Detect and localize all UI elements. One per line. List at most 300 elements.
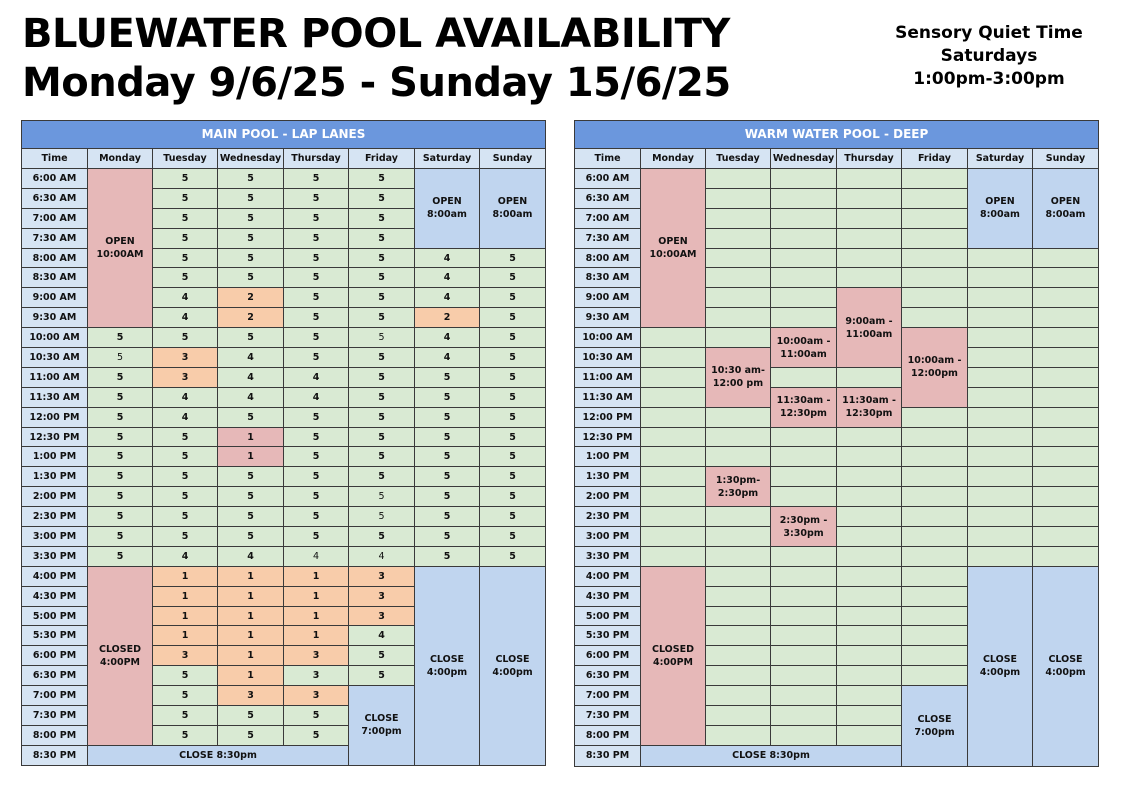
main-cell-sunday: 5 [480,268,546,288]
warm-empty-cell [706,209,771,229]
main-cell-thursday: 4 [284,368,349,388]
main-cell-thursday: 5 [284,447,349,467]
warm-empty-cell [902,288,968,308]
warm-empty-cell [771,547,837,567]
main-cell-tuesday: 5 [153,249,218,269]
warm-empty-cell [706,587,771,607]
main-cell-tuesday: 4 [153,388,218,408]
main-cell-tuesday: 3 [153,348,218,368]
warm-water-pool-table [574,120,1099,767]
main-cell-tuesday: 5 [153,507,218,527]
column-header-monday: Monday [88,149,153,169]
warm-empty-cell [771,666,837,686]
main-cell-monday: 5 [88,487,153,507]
main-cell-thursday: 5 [284,408,349,428]
main-cell-tuesday: 5 [153,169,218,189]
time-label: 12:00 PM [22,408,88,428]
warm-empty-cell [1033,428,1099,448]
time-label: 7:00 AM [22,209,88,229]
warm-pool-title: WARM WATER POOL - DEEP [575,121,1099,149]
time-label: 6:30 PM [575,666,641,686]
main-cell-tuesday: 3 [153,368,218,388]
main-cell-monday: 5 [88,428,153,448]
column-header-wednesday: Wednesday [771,149,837,169]
main-cell-tuesday: 5 [153,487,218,507]
warm-empty-cell [1033,249,1099,269]
warm-empty-cell [771,646,837,666]
time-label: 2:30 PM [22,507,88,527]
time-label: 2:00 PM [22,487,88,507]
warm-empty-cell [706,189,771,209]
main-cell-thursday: 5 [284,249,349,269]
warm-empty-cell [771,308,837,328]
time-label: 12:30 PM [22,428,88,448]
main-cell-friday: 5 [349,467,415,487]
main-cell-sunday: 5 [480,428,546,448]
main-cell-friday: 5 [349,527,415,547]
warm-empty-cell [837,567,902,587]
main-cell-friday: 5 [349,328,415,348]
main-cell-friday: 5 [349,368,415,388]
main-cell-saturday: 5 [415,507,480,527]
time-label: 3:30 PM [22,547,88,567]
main-cell-saturday: 4 [415,348,480,368]
main-pool-title: MAIN POOL - LAP LANES [22,121,546,149]
thursday-booking-2: 11:30am - 12:30pm [837,388,902,428]
time-label: 4:00 PM [575,567,641,587]
warm-empty-cell [837,626,902,646]
warm-empty-cell [706,626,771,646]
main-pool-grid [21,120,546,766]
main-cell-friday: 3 [349,567,415,587]
main-cell-thursday: 1 [284,567,349,587]
saturday-close-block: CLOSE 4:00pm [968,567,1033,767]
warm-empty-cell [837,547,902,567]
warm-empty-cell [837,666,902,686]
main-cell-tuesday: 5 [153,229,218,249]
main-cell-tuesday: 5 [153,189,218,209]
main-cell-saturday: 4 [415,268,480,288]
wednesday-booking-3: 2:30pm - 3:30pm [771,507,837,547]
main-cell-monday: 5 [88,527,153,547]
warm-empty-cell [1033,547,1099,567]
warm-empty-cell [771,229,837,249]
main-cell-monday: 5 [88,447,153,467]
main-cell-friday: 3 [349,607,415,627]
warm-empty-cell [968,408,1033,428]
main-cell-tuesday: 1 [153,587,218,607]
column-header-time: Time [22,149,88,169]
time-label: 5:00 PM [22,607,88,627]
monday-closed-block: CLOSED 4:00PM [641,567,706,746]
friday-close-block: CLOSE 7:00pm [349,686,415,766]
warm-empty-cell [968,467,1033,487]
main-cell-saturday: 5 [415,547,480,567]
warm-empty-cell [771,249,837,269]
warm-empty-cell [968,368,1033,388]
time-label: 10:30 AM [22,348,88,368]
main-cell-wednesday: 5 [218,249,284,269]
main-cell-wednesday: 3 [218,686,284,706]
main-cell-tuesday: 3 [153,646,218,666]
main-cell-tuesday: 4 [153,408,218,428]
warm-empty-cell [1033,268,1099,288]
main-cell-friday: 5 [349,646,415,666]
warm-empty-cell [641,547,706,567]
thursday-booking-1: 9:00am - 11:00am [837,288,902,368]
main-cell-sunday: 5 [480,249,546,269]
warm-empty-cell [837,169,902,189]
time-label: 1:30 PM [22,467,88,487]
main-cell-tuesday: 1 [153,626,218,646]
warm-empty-cell [641,487,706,507]
column-header-time: Time [575,149,641,169]
time-label: 5:30 PM [575,626,641,646]
main-cell-sunday: 5 [480,487,546,507]
time-label: 7:30 PM [575,706,641,726]
time-label: 7:30 AM [22,229,88,249]
main-cell-thursday: 1 [284,607,349,627]
main-cell-friday: 5 [349,348,415,368]
warm-empty-cell [706,249,771,269]
main-cell-saturday: 5 [415,447,480,467]
warm-empty-cell [641,328,706,348]
main-cell-friday: 5 [349,249,415,269]
warm-empty-cell [837,189,902,209]
main-cell-wednesday: 1 [218,567,284,587]
warm-empty-cell [902,268,968,288]
main-cell-sunday: 5 [480,288,546,308]
time-label: 9:30 AM [22,308,88,328]
warm-empty-cell [706,507,771,527]
warm-empty-cell [641,428,706,448]
warm-empty-cell [968,507,1033,527]
time-label: 12:30 PM [575,428,641,448]
main-cell-wednesday: 1 [218,646,284,666]
warm-empty-cell [837,447,902,467]
warm-empty-cell [706,308,771,328]
main-cell-tuesday: 4 [153,288,218,308]
warm-empty-cell [1033,467,1099,487]
time-label: 7:00 PM [22,686,88,706]
main-cell-friday: 5 [349,189,415,209]
warm-empty-cell [902,487,968,507]
page-title: BLUEWATER POOL AVAILABILITY [22,11,730,57]
warm-empty-cell [706,666,771,686]
warm-empty-cell [1033,447,1099,467]
time-label: 6:00 PM [22,646,88,666]
main-cell-tuesday: 5 [153,447,218,467]
main-cell-thursday: 5 [284,527,349,547]
main-cell-wednesday: 5 [218,467,284,487]
warm-empty-cell [706,567,771,587]
time-label: 3:00 PM [22,527,88,547]
main-cell-wednesday: 5 [218,169,284,189]
time-label: 11:30 AM [22,388,88,408]
warm-empty-cell [771,268,837,288]
time-label: 3:30 PM [575,547,641,567]
warm-empty-cell [837,646,902,666]
main-cell-thursday: 5 [284,229,349,249]
main-cell-tuesday: 1 [153,607,218,627]
warm-empty-cell [968,547,1033,567]
main-cell-wednesday: 5 [218,507,284,527]
main-cell-sunday: 5 [480,467,546,487]
main-cell-thursday: 5 [284,507,349,527]
warm-empty-cell [771,607,837,627]
saturday-open-block: OPEN 8:00am [415,169,480,249]
warm-empty-cell [1033,487,1099,507]
main-cell-tuesday: 5 [153,328,218,348]
warm-empty-cell [968,308,1033,328]
time-label: 4:00 PM [22,567,88,587]
main-cell-sunday: 5 [480,368,546,388]
main-cell-thursday: 5 [284,467,349,487]
warm-empty-cell [902,308,968,328]
warm-empty-cell [968,428,1033,448]
main-cell-wednesday: 5 [218,189,284,209]
main-cell-friday: 5 [349,447,415,467]
column-header-friday: Friday [902,149,968,169]
warm-empty-cell [1033,507,1099,527]
warm-empty-cell [837,268,902,288]
warm-empty-cell [771,189,837,209]
main-cell-friday: 5 [349,408,415,428]
main-cell-wednesday: 1 [218,428,284,448]
warm-empty-cell [706,229,771,249]
main-cell-wednesday: 1 [218,607,284,627]
warm-empty-cell [902,229,968,249]
warm-empty-cell [771,209,837,229]
warm-empty-cell [706,527,771,547]
main-cell-friday: 5 [349,428,415,448]
warm-empty-cell [968,328,1033,348]
column-header-saturday: Saturday [415,149,480,169]
main-cell-thursday: 5 [284,189,349,209]
warm-empty-cell [902,408,968,428]
main-cell-saturday: 5 [415,408,480,428]
time-label: 1:30 PM [575,467,641,487]
main-cell-saturday: 4 [415,249,480,269]
main-cell-wednesday: 5 [218,706,284,726]
main-cell-tuesday: 5 [153,527,218,547]
column-header-friday: Friday [349,149,415,169]
warm-empty-cell [902,587,968,607]
warm-empty-cell [837,507,902,527]
main-cell-thursday: 5 [284,706,349,726]
main-cell-wednesday: 5 [218,527,284,547]
column-header-sunday: Sunday [1033,149,1099,169]
main-cell-thursday: 3 [284,686,349,706]
sunday-open-block: OPEN 8:00am [480,169,546,249]
warm-empty-cell [771,487,837,507]
time-label: 6:30 AM [22,189,88,209]
time-label: 6:00 AM [575,169,641,189]
warm-empty-cell [902,209,968,229]
saturday-close-block: CLOSE 4:00pm [415,567,480,766]
warm-empty-cell [771,368,837,388]
time-label: 5:30 PM [22,626,88,646]
friday-booking-1: 10:00am - 12:00pm [902,328,968,408]
sensory-quiet-time-note [872,22,1106,91]
monday-open-block: OPEN 10:00AM [88,169,153,328]
warm-empty-cell [968,348,1033,368]
main-cell-friday: 5 [349,507,415,527]
warm-empty-cell [902,428,968,448]
main-cell-friday: 4 [349,626,415,646]
warm-empty-cell [1033,527,1099,547]
wednesday-booking-1: 10:00am - 11:00am [771,328,837,368]
main-cell-friday: 5 [349,169,415,189]
time-label: 6:00 PM [575,646,641,666]
note-line-3: 1:00pm-3:00pm [913,69,1065,89]
time-label: 7:00 PM [575,686,641,706]
warm-empty-cell [771,686,837,706]
main-cell-friday: 3 [349,587,415,607]
time-label: 9:00 AM [22,288,88,308]
warm-empty-cell [902,189,968,209]
main-cell-saturday: 5 [415,467,480,487]
main-cell-sunday: 5 [480,547,546,567]
main-cell-tuesday: 5 [153,666,218,686]
main-cell-monday: 5 [88,408,153,428]
main-cell-thursday: 5 [284,308,349,328]
warm-empty-cell [706,547,771,567]
warm-empty-cell [706,408,771,428]
warm-empty-cell [771,169,837,189]
warm-empty-cell [968,487,1033,507]
warm-empty-cell [1033,408,1099,428]
time-label: 10:30 AM [575,348,641,368]
main-cell-thursday: 4 [284,547,349,567]
main-cell-saturday: 4 [415,288,480,308]
main-cell-tuesday: 1 [153,567,218,587]
main-cell-thursday: 5 [284,726,349,746]
column-header-thursday: Thursday [837,149,902,169]
warm-empty-cell [641,348,706,368]
warm-empty-cell [771,567,837,587]
main-cell-wednesday: 5 [218,408,284,428]
time-label: 2:30 PM [575,507,641,527]
warm-empty-cell [968,527,1033,547]
warm-empty-cell [902,169,968,189]
warm-empty-cell [837,726,902,746]
main-cell-thursday: 3 [284,666,349,686]
main-cell-thursday: 3 [284,646,349,666]
warm-empty-cell [837,368,902,388]
warm-empty-cell [1033,288,1099,308]
tuesday-booking-1: 10:30 am- 12:00 pm [706,348,771,408]
main-cell-thursday: 1 [284,587,349,607]
time-label: 9:00 AM [575,288,641,308]
warm-empty-cell [641,447,706,467]
main-cell-monday: 5 [88,368,153,388]
main-cell-wednesday: 5 [218,229,284,249]
warm-empty-cell [837,467,902,487]
main-cell-saturday: 2 [415,308,480,328]
main-cell-monday: 5 [88,547,153,567]
main-cell-friday: 4 [349,547,415,567]
main-cell-friday: 5 [349,229,415,249]
warm-empty-cell [837,229,902,249]
main-cell-thursday: 5 [284,288,349,308]
tuesday-booking-2: 1:30pm- 2:30pm [706,467,771,507]
main-cell-sunday: 5 [480,308,546,328]
warm-empty-cell [902,249,968,269]
time-label: 11:30 AM [575,388,641,408]
warm-empty-cell [968,388,1033,408]
warm-empty-cell [641,527,706,547]
time-label: 8:00 PM [575,726,641,746]
main-cell-wednesday: 4 [218,388,284,408]
warm-empty-cell [706,646,771,666]
main-cell-wednesday: 1 [218,447,284,467]
main-cell-monday: 5 [88,507,153,527]
time-label: 11:00 AM [22,368,88,388]
main-cell-saturday: 5 [415,388,480,408]
warm-empty-cell [902,507,968,527]
main-cell-wednesday: 5 [218,268,284,288]
main-cell-thursday: 5 [284,169,349,189]
column-header-thursday: Thursday [284,149,349,169]
time-label: 1:00 PM [575,447,641,467]
warm-empty-cell [968,288,1033,308]
time-label: 1:00 PM [22,447,88,467]
time-label: 10:00 AM [22,328,88,348]
monday-open-block: OPEN 10:00AM [641,169,706,328]
time-label: 8:00 AM [22,249,88,269]
column-header-saturday: Saturday [968,149,1033,169]
warm-empty-cell [1033,328,1099,348]
main-cell-thursday: 5 [284,209,349,229]
warm-empty-cell [837,706,902,726]
warm-empty-cell [706,607,771,627]
main-cell-friday: 5 [349,388,415,408]
warm-empty-cell [641,408,706,428]
column-header-sunday: Sunday [480,149,546,169]
main-cell-thursday: 5 [284,268,349,288]
warm-empty-cell [771,288,837,308]
main-pool-table [21,120,546,766]
warm-empty-cell [837,587,902,607]
saturday-open-block: OPEN 8:00am [968,169,1033,249]
time-label: 6:30 AM [575,189,641,209]
warm-empty-cell [837,249,902,269]
time-label: 8:00 PM [22,726,88,746]
warm-empty-cell [771,626,837,646]
main-cell-friday: 5 [349,288,415,308]
warm-empty-cell [706,428,771,448]
time-label: 5:00 PM [575,607,641,627]
warm-empty-cell [902,447,968,467]
main-cell-wednesday: 4 [218,348,284,368]
main-cell-wednesday: 4 [218,368,284,388]
warm-empty-cell [837,428,902,448]
time-label: 6:00 AM [22,169,88,189]
main-cell-sunday: 5 [480,408,546,428]
friday-close-block: CLOSE 7:00pm [902,686,968,767]
column-header-wednesday: Wednesday [218,149,284,169]
warm-empty-cell [641,368,706,388]
main-cell-friday: 5 [349,268,415,288]
main-cell-saturday: 5 [415,428,480,448]
main-cell-tuesday: 5 [153,268,218,288]
main-cell-wednesday: 1 [218,626,284,646]
main-cell-monday: 5 [88,388,153,408]
warm-empty-cell [902,467,968,487]
time-label: 8:30 PM [22,746,88,766]
warm-empty-cell [837,686,902,706]
